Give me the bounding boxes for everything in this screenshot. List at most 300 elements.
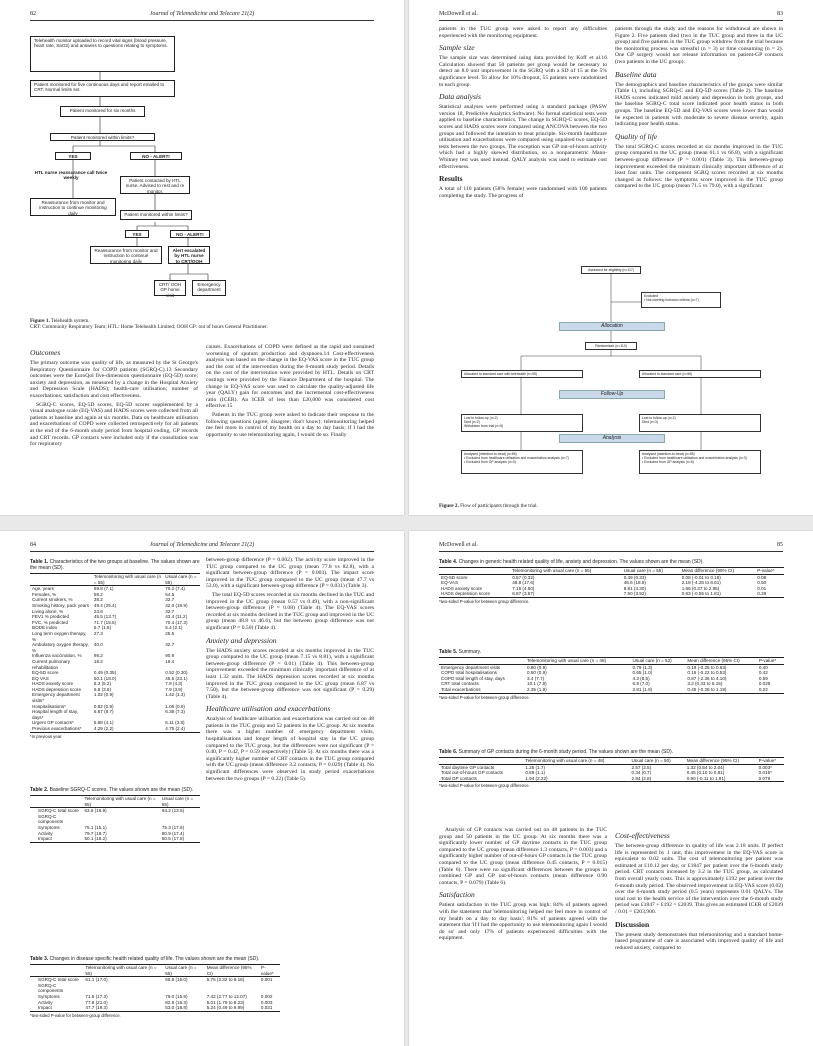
table-title: Changes in disease specific health related quality of life. The values shown are the mean (SD). <box>49 956 260 962</box>
table-cell: 0.63 (-0.55 to 1.81) <box>680 591 756 597</box>
table-2 <box>30 787 200 843</box>
running-head: McDowell et al. <box>439 542 478 548</box>
table-note: *two-sided P-value for between-group difference. <box>30 1012 121 1018</box>
table-cell: 40.0 <box>93 642 103 648</box>
table-cell: 6.38 (7.3) <box>165 709 185 715</box>
table-cell: 0.45 (0.10 to 0.81) <box>686 770 725 776</box>
column-header: Usual care (n = 55) <box>163 965 204 977</box>
journal-title: Journal of Telemedicine and Telecare 21(2) <box>149 11 255 17</box>
table-cell: 61.1 (17.0) <box>85 977 108 983</box>
row-label: FVC, % predicted <box>32 619 68 625</box>
column-header <box>30 574 92 586</box>
flow-htl-reassurance: HTL nurse reassurance call twice weekly <box>34 170 108 181</box>
figure-2-label: Figure 2. <box>439 503 459 509</box>
table-cell: 0.22 <box>757 687 784 693</box>
table-cell: 45.5 (23.1) <box>165 675 188 681</box>
table-caption <box>439 649 784 655</box>
row-label: Symptoms <box>38 993 60 999</box>
data-table <box>439 657 784 694</box>
table-cell: 75.3 (17.6) <box>161 824 185 830</box>
table-cell: 0.59 <box>758 675 768 681</box>
row-label: Total daytime GP contacts <box>441 764 495 770</box>
table-cell: 10.1 (7.8) <box>527 681 547 687</box>
p84-right-column <box>206 557 374 784</box>
table-cell: 79.7 (19.7) <box>84 830 107 836</box>
column-header: Mean difference (95% CI) <box>205 965 259 977</box>
table-cell: 7.42 (2.77 to 12.07) <box>206 993 247 999</box>
table-row <box>30 836 200 842</box>
column-header: Usual care (n = 55) <box>163 574 200 586</box>
table-row <box>439 776 784 782</box>
table-header-row <box>30 965 280 977</box>
figure-1-title: Telehealth system. <box>51 318 90 324</box>
table-title: Summary. <box>458 649 482 655</box>
p83-left-column <box>439 26 607 201</box>
table-caption <box>439 749 784 755</box>
page-85 <box>409 531 813 1046</box>
table-note: *two-sided P-value for between-group difference. <box>439 694 530 700</box>
column-header: Telemonitoring with usual care (n = 55) <box>82 796 159 808</box>
table-cell: 0.42 <box>758 670 768 676</box>
satisfaction-heading: Satisfaction <box>439 890 475 900</box>
table-cell: 4.3 (8.5) <box>632 675 650 681</box>
flow-no-alert-1: NO - ALERT! <box>130 152 182 160</box>
outcomes-heading: Outcomes <box>30 348 61 357</box>
table-cell: 1.32 (0.54 to 2.04) <box>686 764 725 770</box>
paragraph: A total of 110 patients (58% female) were randomised with 100 patients completing the study. The progress of <box>439 186 607 199</box>
table-cell: 50.1 (18.0) <box>93 675 117 681</box>
table-cell: 70.2 (7.4) <box>165 586 185 592</box>
column-header: Usual care (n = 50) <box>629 758 684 765</box>
table-cell: 69.8 (7.1) <box>93 586 114 592</box>
table-row <box>439 591 784 597</box>
table-cell: 0.52 (0.30) <box>165 670 188 676</box>
table-cell: 0.50 (0.9) <box>527 670 547 676</box>
table-cell: 0.90 (-0.11 to 1.91) <box>685 776 757 782</box>
table-note: *two-sided P-value for between-group difference. <box>439 783 530 789</box>
table-cell <box>82 814 159 825</box>
row-label: CRT total contacts <box>441 681 479 687</box>
table-cell: 32.7 <box>165 597 175 603</box>
row-label: Smoking history, pack years <box>32 602 90 608</box>
table-label: Table 3. <box>30 956 49 962</box>
flow-no-alert-2: NO - ALERT! <box>170 230 210 238</box>
table-title: Summary of GP contacts during the 6-month study period. The values shown are the mean (SD). <box>458 749 674 755</box>
table-header-row <box>30 796 200 808</box>
paragraph: patients through the study and the reasons for withdrawal are shown in Figure 2. Five patients died (two in the TUC group and three in the UC group) and five patients in the TUC group withdrew from the trial because the monitoring process was stressful (n = 3) or time consuming (n = 2). One GP surgery would not release information on patient-GP contacts (two patients in the UC group). <box>615 26 783 65</box>
row-label: SGRQ-C components <box>38 813 64 825</box>
table-row <box>30 614 200 620</box>
table-cell: 38.2 <box>93 597 103 603</box>
flow-followup-right: Lost to follow-up (n=2) Died (n=3) <box>639 414 761 432</box>
running-head: McDowell et al. <box>439 11 478 17</box>
p82-left-column <box>30 344 198 450</box>
column-header: Telemonitoring with usual care (n = 55) <box>92 574 163 586</box>
row-label: Current pulmonary rehabilitation <box>32 658 71 670</box>
p85-right-column <box>615 827 783 953</box>
row-label: Total GP contacts <box>439 776 523 782</box>
table-cell: 3.2 (0.33 to 6.15) <box>687 681 723 687</box>
table-cell: 0.60 (0.9) <box>527 664 547 670</box>
paragraph: The total SGRQ-C scores recorded at six months improved in the TUC group compared to the UC group (mean 61.1 vs 66.8), with a significant between-group difference (P = 0.001) (Table 3). This between-group improvement exceeded the minimum clinically important difference of at least four units. The component SGRQ scores recorded at six months changed as follows: the symptoms score improved in the TUC group compared to the UC group (mean 71.5 vs 79.0), with a significant <box>615 143 783 190</box>
table-header-row <box>439 568 784 575</box>
table-cell: 0.79 (1.3) <box>632 664 653 670</box>
p85-left-column <box>439 827 607 944</box>
table-cell: 58.2 <box>93 591 103 597</box>
table-row <box>30 642 200 653</box>
table-caption <box>439 559 784 565</box>
row-label: Females, % <box>32 591 57 597</box>
table-cell: 42.0 (19.9) <box>165 602 188 608</box>
table-cell: 0.34 (0.7) <box>631 770 652 776</box>
table-caption <box>30 956 375 962</box>
row-label: HADS depression score <box>32 686 82 692</box>
table-note: *In previous year. <box>30 733 63 739</box>
table-cell: 6.11 (3.8) <box>165 720 185 726</box>
table-cell: 5.67 (8.7) <box>93 709 114 715</box>
flow-followup-left: Lost to follow-up (n=2) Died (n=2) Withdrawn from trial (n=5) <box>461 414 583 432</box>
column-header: Usual care (n = 55) <box>160 796 200 808</box>
p82-right-column <box>206 344 374 440</box>
table-cell: 7.9 (3.9) <box>165 686 183 692</box>
table-title: Characteristics of the two groups at baseline. The values shown are the mean (SD). <box>30 559 200 571</box>
paragraph: Analysis of GP contacts was carried out on 48 patients in the TUC group and 50 patients in the UC group. At six months there was a significantly lower number of GP daytime contacts in the TUC group compared to the UC group (mean difference 1.3 contacts, P = 0.003) and a significantly higher number of out-of-hours GP contacts in the TUC group compared to the UC group (mean difference 0.45 contacts, P = 0.015) (Table 6). There were no significant differences between the groups in combined GP and GP out-of-hours contacts (mean difference 0.90 contacts, P = 0.079) (Table 6). <box>439 827 607 886</box>
discussion-heading: Discussion <box>615 919 650 929</box>
paragraph: The primary outcome was quality of life, as measured by the St George's Respiratory Questionnaire for COPD patients (SGRQ-C).13 Secondary outcomes were the EuroQol five-dimension questionnaire (EQ-5D) score; anxiety and depression, as measured by a change in the Hospital Anxiety and Depression Scale (HADS); health-care utilisation; number of exacerbations; satisfaction and cost effectiveness. <box>30 360 198 399</box>
paragraph: causes. Exacerbations of COPD were defined as the rapid and sustained worsening of sputum production and dyspnoea.14 Cost-effectiveness analysis was based on the change in the EQ-VAS score in the TUC group and the cost of the intervention during the 6-month study period. Details on the cost of the intervention were provided by HTL. Details on CRT costings were provided by the Finance Department of the hospital. The change in EQ-VAS score was used to calculate the quality-adjusted life year (QALY) gain for outcomes and the incremental cost-effectiveness ratio (ICER). An ICER of less than £20,000 was considered cost effective.15 <box>206 344 374 410</box>
table-row <box>30 670 200 676</box>
row-label: Influenza vaccination, % <box>32 653 82 659</box>
column-header <box>439 568 510 575</box>
follow-up-band: Follow-Up <box>559 390 665 399</box>
row-label: HADS anxiety score <box>441 585 483 591</box>
row-label: Urgent GP contacts* <box>32 720 74 726</box>
flow-within-limits-2: Patient monitored within limits? <box>120 210 192 220</box>
table-cell: 0.001 <box>260 977 273 983</box>
anxiety-heading: Anxiety and depression <box>206 635 277 645</box>
table-cell: 1.66 (0.37 to 2.95) <box>681 585 720 591</box>
table-cell: 0.65 (1.0) <box>632 670 653 676</box>
table-cell: 4.75 (2.4) <box>163 726 200 732</box>
table-cell: 79.0 (15.9) <box>165 993 188 999</box>
paragraph: between-group difference (P = 0.002). The activity score improved in the TUC group compared to the UC group (mean 77.8 vs 82.8), with a significant between-group difference (P = 0.003). The impact score improved in the TUC group compared to the UC group (mean 47.7 vs 53.0), with a significant between-group difference (P = 0.031) (Table 3). <box>206 557 374 590</box>
flow-crt-visit: CRT/ OOH GP home visit <box>154 280 186 296</box>
flow-alloc-left: Allocated to standard care with telehealth (n=55) <box>461 370 583 378</box>
row-label: Total out-of-hours GP contacts <box>441 770 503 776</box>
table-cell: 2.35 (1.8) <box>525 687 630 693</box>
row-label: Impact <box>30 836 82 842</box>
column-header <box>30 965 83 977</box>
flow-alloc-right: Allocated to standard care (n=55) <box>639 370 761 378</box>
table-cell: 7.50 (3.92) <box>622 591 680 597</box>
table-label: Table 1. <box>30 559 49 565</box>
table-cell: 63.6 (15.9) <box>84 808 107 814</box>
table-cell: 7.9 (4.3) <box>165 681 183 687</box>
table-cell: 71.7 (15.5) <box>93 619 117 625</box>
table-cell: 23.6 <box>93 608 103 614</box>
flow-yes-2: YES <box>125 230 149 238</box>
table-title: Baseline SGRQ-C scores. The values shown are the mean (SD). <box>49 787 194 793</box>
page-83 <box>409 0 813 515</box>
row-label: Previous exacerbations* <box>30 726 92 732</box>
table-title: Changes in generic health related quality of life, anxiety and depression. The values shown are the mean (SD). <box>458 559 704 565</box>
table-caption <box>30 787 200 793</box>
table-cell: 2.57 (2.5) <box>631 764 652 770</box>
figure-1-flowchart <box>30 36 280 311</box>
table-caption <box>30 559 200 571</box>
table-cell: 71.5 (17.3) <box>85 993 108 999</box>
table-cell: 5.75 (2.32 to 9.18) <box>206 977 245 983</box>
row-label: EQ-5D score <box>441 574 468 580</box>
table-label: Table 4. <box>439 559 458 565</box>
table-cell: 32.7 <box>165 608 175 614</box>
row-label: COPD total length of stay, days <box>441 675 505 681</box>
table-cell: 0.01 <box>757 585 767 591</box>
column-header <box>439 758 523 765</box>
paragraph: Patients in the TUC group were asked to indicate their response to the following questions (agree; disagree; don't know): telemonitoring helped me feel more in control of my health on a day to day basis; if I had the opportunity to use telemonitoring again, I would do so. Finally <box>206 411 374 438</box>
analysis-band: Analysis <box>559 434 665 443</box>
row-label: HADS anxiety score <box>32 681 74 687</box>
table-header-row <box>30 574 200 586</box>
paragraph: SGRQ-C scores, EQ-5D scores, EQ-5D scores supplemented by a visual analogue scale (EQ-VAS) and HADS scores were collected from all patients at baseline and again at six months. Data on healthcare utilisation and exacerbations of COPD were collected retrospectively for all patients at the end of the 6-month study period from hospital coding, GP records and CRT records. GP contacts were included only if the consultation was for respiratory <box>30 401 198 448</box>
table-1 <box>30 559 200 739</box>
flow-patient-contacted: Patient contacted by HTL nurse. Advised to rest and re monitor. <box>120 176 190 194</box>
row-label: Hospital length of stay, days* <box>32 709 79 720</box>
flow-reassurance-2: Reassurance from monitor and instruction to continue monitoring daily <box>90 246 162 264</box>
table-cell: 0.49 (0.35) <box>93 670 117 676</box>
table-cell: 0.50 <box>757 580 767 586</box>
healthcare-heading: Healthcare utilisation and exacerbations <box>206 704 331 714</box>
table-cell: 5.01 (1.79 to 8.23) <box>206 999 245 1005</box>
row-label: Hospitalisations* <box>32 703 66 709</box>
flow-yes-1: YES <box>55 152 91 160</box>
paragraph: Statistical analyses were performed using a standard package (PASW version 18, Predictive Analytics Software). No formal statistical tests were applied to baseline characteristics. The change in SGRQ-C scores, EQ-5D scores and HADS scores were compared using ANCOVA between the two groups and followed the intention to treat principle. Six-month healthcare utilisation and exacerbations were compared using unpaired two sample t-tests between the two groups. The exception was GP out-of-hours activity which had a highly skewed distribution, so a nonparametric Mann-Whitney test was used instead. QALY analysis was used to estimate cost effectiveness. <box>439 104 607 170</box>
quality-of-life-heading: Quality of life <box>615 131 658 141</box>
table-row <box>30 603 200 609</box>
table-cell: 8.81 (4.30) <box>623 585 646 591</box>
table-cell: 53.0 (18.8) <box>163 1005 204 1011</box>
table-cell: 25.5 <box>165 630 175 636</box>
column-header: Usual care (n = 52) <box>631 658 686 665</box>
table-row <box>30 659 200 670</box>
row-label: Ambulatory oxygen therapy, % <box>32 642 89 653</box>
column-header: Mean difference (95% CI) <box>685 658 756 665</box>
column-header: P-value* <box>259 965 280 977</box>
row-label: EQ-5D score <box>32 670 59 676</box>
page-header <box>30 540 374 552</box>
table-cell: 27.3 <box>93 630 103 636</box>
paragraph: Patient satisfaction in the TUC group was high: 84% of patients agreed with the statement that 'telemonitoring helped me feel more in control of my health on a day to day basis'; 81% of patients agreed with the statement that 'if I had the opportunity to use telemonitoring again I would do so' and only 17% of patients experienced difficulties with the equipment. <box>439 902 607 942</box>
row-label: SGRQ-C total score <box>38 977 79 983</box>
table-cell: 1.94 (2.22) <box>523 776 629 782</box>
figure-1-caption <box>30 318 375 331</box>
data-table <box>439 757 784 782</box>
table-cell: 1.42 (1.3) <box>165 692 185 698</box>
data-table <box>30 573 200 733</box>
flow-alert-escalated: Alert escalated by HTL nurse to CRT/OOH <box>168 246 210 264</box>
table-label: Table 5. <box>439 649 458 655</box>
table-cell: 0.15 (-0.22 to 0.53) <box>687 670 727 676</box>
table-cell: 5.7 (1.8) <box>93 625 112 631</box>
table-cell: 2.84 (2.8) <box>629 776 684 782</box>
sample-size-heading: Sample size <box>439 43 475 53</box>
row-label: EQ VAS <box>32 675 49 681</box>
table-cell: 80.9 (17.4) <box>161 830 185 836</box>
table-cell <box>163 983 204 994</box>
table-row <box>30 692 200 703</box>
row-label: SGRQ-C total score <box>38 808 79 814</box>
flow-reassurance-1: Reassurance from monitor and instruction to continue monitoring daily <box>30 198 116 216</box>
row-label: Impact <box>30 1005 83 1011</box>
row-label: EQ-VAS <box>441 580 459 586</box>
page-82 <box>0 0 404 515</box>
table-cell: 0.08 (-0.01 to 0.18) <box>681 574 721 580</box>
figure-1-abbreviations: CRT: Community Respiratory Team; HTL: Home Telehealth Limited; OOH GP: out of hours General Practitioner. <box>30 324 268 331</box>
table-cell: 43.4 (11.2) <box>165 614 188 620</box>
page-header <box>439 9 783 21</box>
figure-2-title: Flow of participants through the trial. <box>460 503 538 509</box>
flow-randomised: Randomised (n=110) <box>585 342 637 350</box>
row-label: COPD total hospitalisations <box>441 670 497 676</box>
flow-excluded: Excluded • Not meeting inclusion criteria (n=7) <box>641 292 721 308</box>
table-cell: 1.02 (0.9) <box>93 692 114 698</box>
table-cell: 0.57 (0.32) <box>512 574 535 580</box>
table-cell: 82.8 (16.3) <box>165 999 188 1005</box>
paragraph: The HADS anxiety scores recorded at six months improved in the TUC group compared to the UC group (mean 7.15 vs 8.81), with a significant between-group difference (P = 0.01) (Table 4). This between-group improvement exceeded the minimum clinically important difference of at least 1.32 units. The HADS depression scores recorded at six months improved in the TUC group compared to the UC group (mean 6.87 vs 7.50), but the between-group difference was not significant (P = 0.29) (Table 4). <box>206 647 374 700</box>
table-cell: 0.015* <box>758 770 772 776</box>
row-label: BODE index <box>32 625 58 631</box>
column-header: Mean difference (95% CI) <box>680 568 756 575</box>
table-cell: 66.8 (15.0) <box>165 977 188 983</box>
row-label: FEV1 % predicted <box>32 614 70 620</box>
flow-analysed-right: Analysed (intention-to-treat) (n=55) • Excluded from healthcare utilisation and exacerbation analysis (n=3) • Excluded from GP analysis (n=5) <box>639 450 761 474</box>
flow-emergency: Emergency department <box>192 280 226 296</box>
table-cell: 0.45 (-0.28 to 1.19) <box>685 687 756 693</box>
cost-effectiveness-heading: Cost-effectiveness <box>615 831 670 840</box>
journal-title: Journal of Telemedicine and Telecare 21(2) <box>149 542 255 548</box>
column-header: P-value* <box>757 658 784 665</box>
table-header-row <box>439 658 784 665</box>
column-header: Telemonitoring with usual care (n = 48) <box>523 758 629 765</box>
table-cell: 75.1 (15.1) <box>84 824 107 830</box>
table-cell: 3.4 (7.7) <box>527 675 545 681</box>
row-label: Total exacerbations <box>439 687 525 693</box>
paragraph: The between-group difference in quality of life was 2.18 units. If perfect life is represented by 1 unit, this improvement in the EQ-VAS score is equivalent to 0.02 units. The cost of telemonitoring per patient was estimated at £10.12 per day, or £1847 per patient over the 6-month study period. CRT contacts increased by 3.2 in the TUC group, as calculated from overall yearly costs. This is approximately £192 per patient over the 6-month study period. The observed improvement in EQ-VAS score (0.02) over the 6-month study period (0.5 years) represents 0.01 QALYs. The total cost to the health service of the intervention over the 6-month study period was £1847 + £192 = £2039. This gives an estimated ICER of £2039 / 0.01 = £203,900. <box>615 843 783 915</box>
table-cell: 5.4 (2.1) <box>165 625 183 631</box>
table-cell: 0.69 (1.1) <box>525 770 545 776</box>
table-5 <box>439 649 784 700</box>
paragraph: Analysis of healthcare utilisation and exacerbations was carried out on 48 patients in the TUC group and 52 patients in the UC group. At six months there was a higher number of emergency department visits, hospitalisations and longer length of hospital stay in the UC group compared to the TUC group, but the differences were not significant (P = 0.40, P = 0.42, P = 0.59 respectively) (Table 5). At six months there was a significantly higher number of CRT contacts in the TUC group compared with the UC group (mean difference 3.2 contacts, P = 0.029) (Table 4). No significant differences were observed in study period exacerbations between the two groups (P = 0.22) (Table 5). <box>206 716 374 782</box>
table-cell: 6.87 (3.67) <box>510 591 622 597</box>
table-cell <box>259 983 280 994</box>
table-cell: 8.3 (5.2) <box>93 681 112 687</box>
figure-2-caption <box>439 503 739 509</box>
table-cell: 0.19 (-0.25 to 0.63) <box>687 664 727 670</box>
table-cell: 54.5 <box>165 591 175 597</box>
table-6 <box>439 749 784 789</box>
page-84 <box>0 531 404 1046</box>
flow-six-months: Patient monitored for six months <box>60 106 145 117</box>
table-cell: 1.25 (1.7) <box>525 764 545 770</box>
column-header: Telemonitoring with usual care (n = 55) <box>510 568 622 575</box>
table-row <box>30 631 200 642</box>
paragraph: The sample size was determined using data provided by Koff et al.16 Calculation showed that 50 patients per group would be necessary to detect an 8.0 unit improvement in the SGRQ with a SD of 15 at the 5% significance level. To allow for 10% dropout, 55 patients were randomised to each group. <box>439 55 607 88</box>
column-header <box>30 796 82 808</box>
table-cell <box>205 983 259 994</box>
table-cell: 1.05 (0.9) <box>165 703 185 709</box>
table-cell: 64.2 (13.5) <box>161 808 185 814</box>
table-note: *two-sided P-value for between group difference. <box>439 598 530 604</box>
paragraph: The present study demonstrates that telemonitoring and a standard home-based programme of care is associated with improved quality of life and reduced anxiety, compared to <box>615 931 783 951</box>
allocation-band: Allocation <box>559 322 665 331</box>
table-label: Table 6. <box>439 749 458 755</box>
table-row <box>30 709 200 720</box>
paragraph: patients in the TUC group were asked to report any difficulties experienced with the monitoring equipment. <box>439 26 607 39</box>
table-cell: 0.49 (0.33) <box>623 574 646 580</box>
table-cell: 0.029 <box>758 681 771 687</box>
table-cell: 47.7 (19.3) <box>83 1005 163 1011</box>
table-cell: 32.7 <box>165 642 175 648</box>
paragraph: The demographics and baseline characteristics of the groups were similar (Table 1), including SGRQ-C and EQ-5D scores (Table 2). The baseline HADS scores indicated mild anxiety and depression in both groups, and the baseline SGRQ-C total score indicated poor health status in both groups. The baseline EQ-5D and EQ-VAS scores were lower than would be expected in patients with moderate to severe disease severity, again indicating poor health status. <box>615 81 783 128</box>
table-cell: 18.2 <box>93 658 103 664</box>
table-row <box>30 726 200 732</box>
column-header: P-value* <box>757 758 784 765</box>
row-label: Emergency department visits <box>441 664 501 670</box>
row-label: SGRQ-C components <box>38 982 64 994</box>
table-cell: 90.9 <box>165 653 175 659</box>
table-row <box>439 687 784 693</box>
table-cell: 5.24 (0.49 to 9.99) <box>205 1005 259 1011</box>
table-cell: 16.4 <box>165 658 175 664</box>
table-row <box>30 814 200 825</box>
row-label: Age, years <box>32 586 54 592</box>
table-cell: 0.003 <box>260 999 273 1005</box>
figure-1-label: Figure 1. <box>30 318 50 324</box>
table-cell: 2.81 (1.9) <box>631 687 686 693</box>
table-cell: 0.003* <box>758 764 772 770</box>
row-label: Current smokers, % <box>32 597 73 603</box>
row-label: Activity <box>38 830 53 836</box>
table-cell: 46.6 (18.8) <box>623 580 646 586</box>
table-cell: 0.29 <box>755 591 784 597</box>
paragraph: The total EQ-5D scores recorded at six months declined in the TUC and improved in the UC group (mean 0.57 vs 0.49), with a non-significant between-group difference (P = 0.08) (Table 4). The EQ-VAS scores recorded at six months declined in the TUC group and improved in the UC group (mean 48.8 vs 46.6), but the between group difference was not significant (P = 0.50) (Table 4). <box>206 591 374 631</box>
page-number: 84 <box>30 542 36 548</box>
table-row <box>30 983 280 994</box>
baseline-heading: Baseline data <box>615 69 657 79</box>
table-cell: 6.8 (3.8) <box>93 686 112 692</box>
table-cell: 77.8 (21.0) <box>85 999 108 1005</box>
data-table <box>30 795 200 843</box>
table-label: Table 2. <box>30 787 49 793</box>
table-3 <box>30 956 375 1018</box>
table-cell: 0.40 <box>758 664 768 670</box>
column-header: Mean difference (95% CI) <box>685 758 757 765</box>
data-table <box>30 964 280 1012</box>
table-cell: 50.5 (17.8) <box>160 836 200 842</box>
column-header: P-value* <box>755 568 784 575</box>
table-header-row <box>439 758 784 765</box>
p83-right-column <box>615 26 783 192</box>
table-cell: 0.002 <box>260 993 273 999</box>
table-cell: 0.08 <box>757 574 767 580</box>
row-label: HADS depression score <box>439 591 510 597</box>
page-number: 85 <box>777 542 783 548</box>
table-4 <box>439 559 784 604</box>
table-cell <box>83 983 163 994</box>
page-header <box>30 9 374 21</box>
table-cell: 48.8 (17.6) <box>512 580 535 586</box>
flow-monitor-upload: Telehealth monitor uploaded to record vital signs (blood pressure, heart rate, SaO2) and answers to questions relating to symptoms. <box>30 36 175 72</box>
